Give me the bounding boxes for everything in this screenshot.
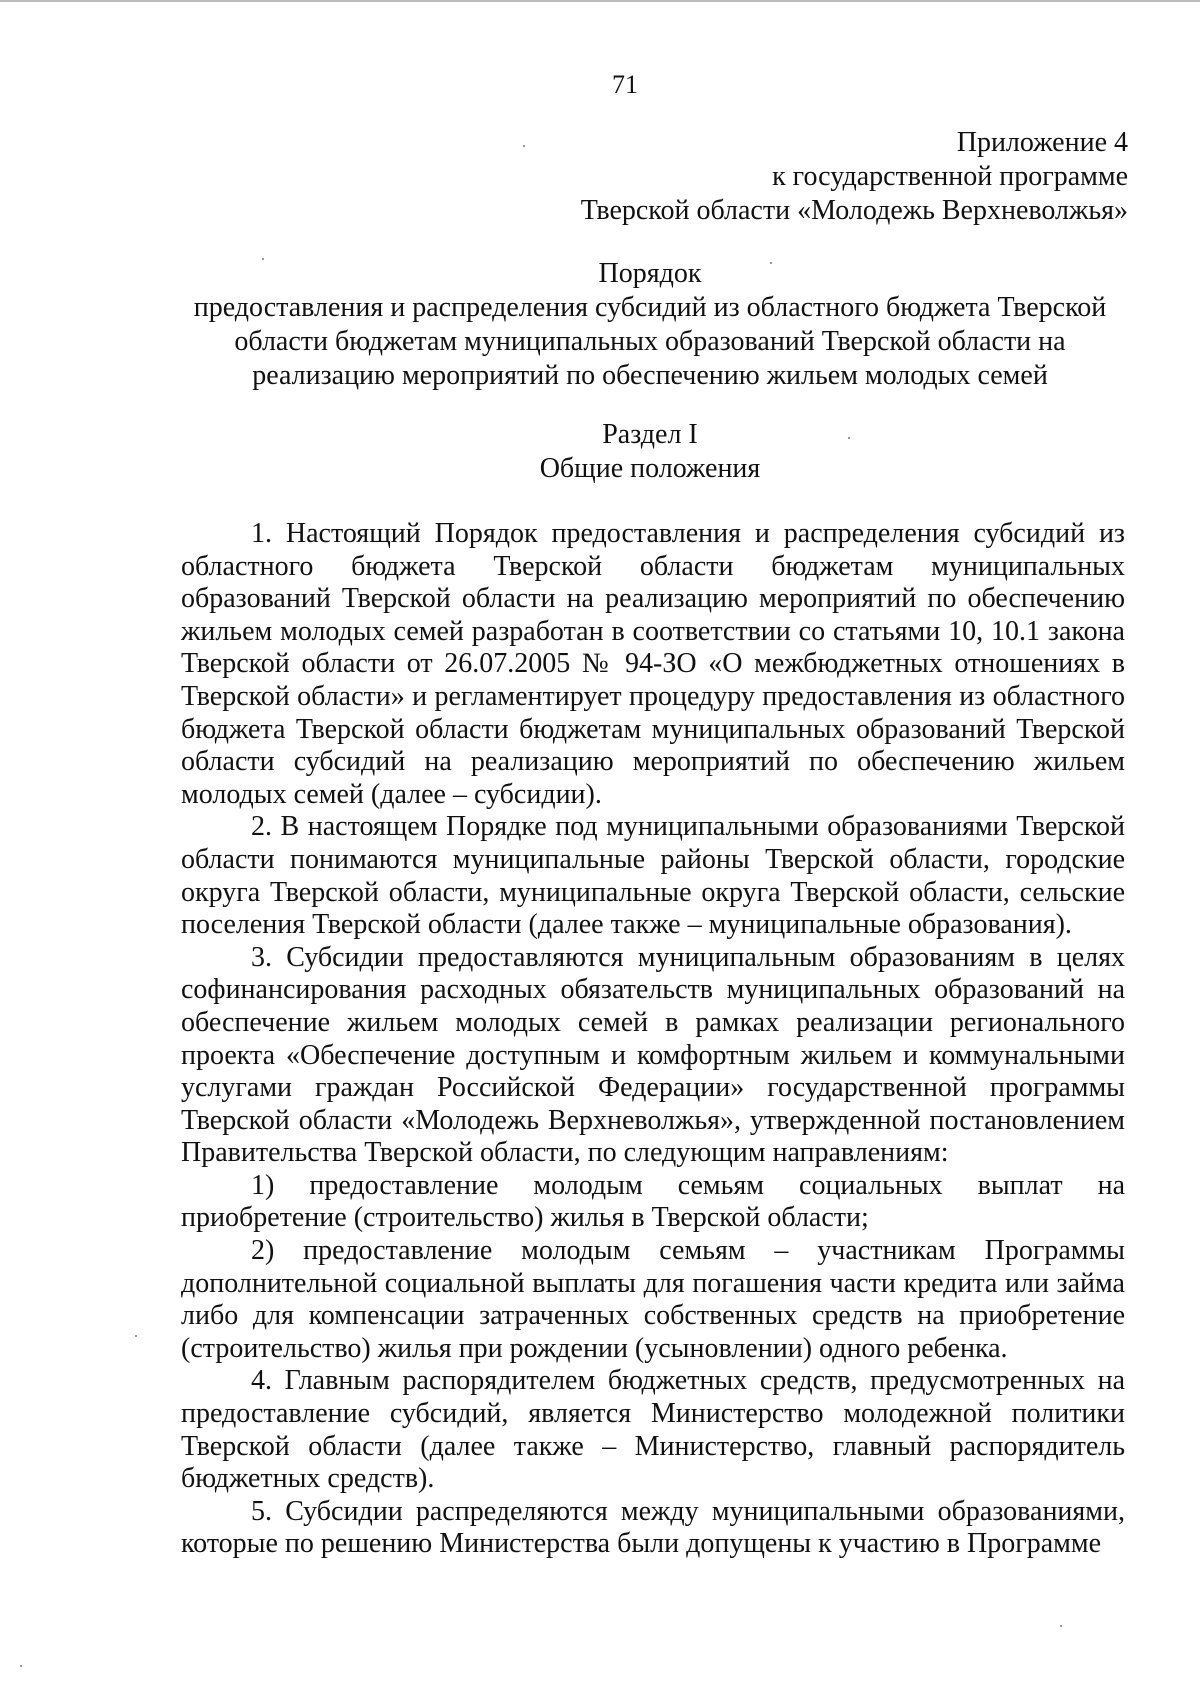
appendix-header: [581, 126, 1128, 228]
scan-speck: [770, 262, 772, 264]
scan-speck: [20, 1665, 22, 1667]
scan-edge-line: [0, 0, 1200, 2]
appendix-line-3: Тверской области «Молодежь Верхневолжья»: [580, 195, 1128, 226]
paragraph-3-item-1: 1) предоставление молодым семьям социальных выплат на приобретение (строительство) жилья в Тверской области;: [181, 1169, 1125, 1234]
paragraph-3-item-2: 2) предоставление молодым семьям – участникам Программы дополнительной социальной выплаты для погашения части кредита или займа либо для компенсации затраченных собственных средств на приобретение (строительство) жилья при рождении (усыновлении) одного ребенка.: [181, 1235, 1125, 1364]
paragraph-5: 5. Субсидии распределяются между муниципальными образованиями, которые по решению Министерства были допущены к участию в Программе: [181, 1495, 1125, 1560]
paragraph-2: 2. В настоящем Порядке под муниципальными образованиями Тверской области понимаются муниципальные районы Тверской области, городские округа Тверской области, муниципальные округа Тверской области, сельские поселения Тверской области (далее также – муниципальные образования).: [181, 811, 1125, 941]
appendix-line-2: к государственной программе: [772, 161, 1128, 192]
scan-speck: [1060, 1625, 1062, 1627]
title-line-4: реализацию мероприятий по обеспечению жильем молодых семей: [252, 360, 1048, 391]
body-text: [181, 518, 1125, 1561]
scan-speck: [135, 1335, 137, 1337]
section-name: Общие положения: [539, 453, 761, 484]
document-title: [160, 257, 1140, 393]
scan-speck: [262, 258, 264, 260]
title-line-2: предоставления и распределения субсидий из областного бюджета Тверской: [193, 292, 1107, 323]
paragraph-3: 3. Субсидии предоставляются муниципальным образованиям в целях софинансирования расходных обязательств муниципальных образований на обеспечение жильем молодых семей в рамках реализации регионального проекта «Обеспечение доступным и комфортным жильем и коммунальными услугами граждан Российской Федерации» государственной программы Тверской области «Молодежь Верхневолжья», утвержденной постановлением Правительства Тверской области, по следующим направлениям:: [181, 941, 1125, 1169]
appendix-line-1: Приложение 4: [956, 127, 1128, 158]
section-heading: [160, 418, 1140, 486]
scan-speck: [523, 145, 525, 147]
title-line-3: области бюджетам муниципальных образований Тверской области на: [234, 326, 1066, 357]
page-number: 71: [612, 70, 638, 99]
section-number: Раздел I: [602, 419, 698, 450]
paragraph-1: 1. Настоящий Порядок предоставления и распределения субсидий из областного бюджета Тверской области бюджетам муниципальных образований Тверской области на реализацию мероприятий по обеспечению жильем молодых семей разработан в соответствии со статьями 10, 10.1 закона Тверской области от 26.07.2005 № 94-ЗО «О межбюджетных отношениях в Тверской области» и регламентирует процедуру предоставления из областного бюджета Тверской области бюджетам муниципальных образований Тверской области субсидий на реализацию мероприятий по обеспечению жильем молодых семей (далее – субсидии).: [181, 518, 1125, 810]
scan-speck: [848, 437, 850, 439]
paragraph-4: 4. Главным распорядителем бюджетных средств, предусмотренных на предоставление субсидий, является Министерство молодежной политики Тверской области (далее также – Министерство, главный распорядитель бюджетных средств).: [181, 1365, 1125, 1495]
title-line-1: Порядок: [598, 258, 702, 289]
